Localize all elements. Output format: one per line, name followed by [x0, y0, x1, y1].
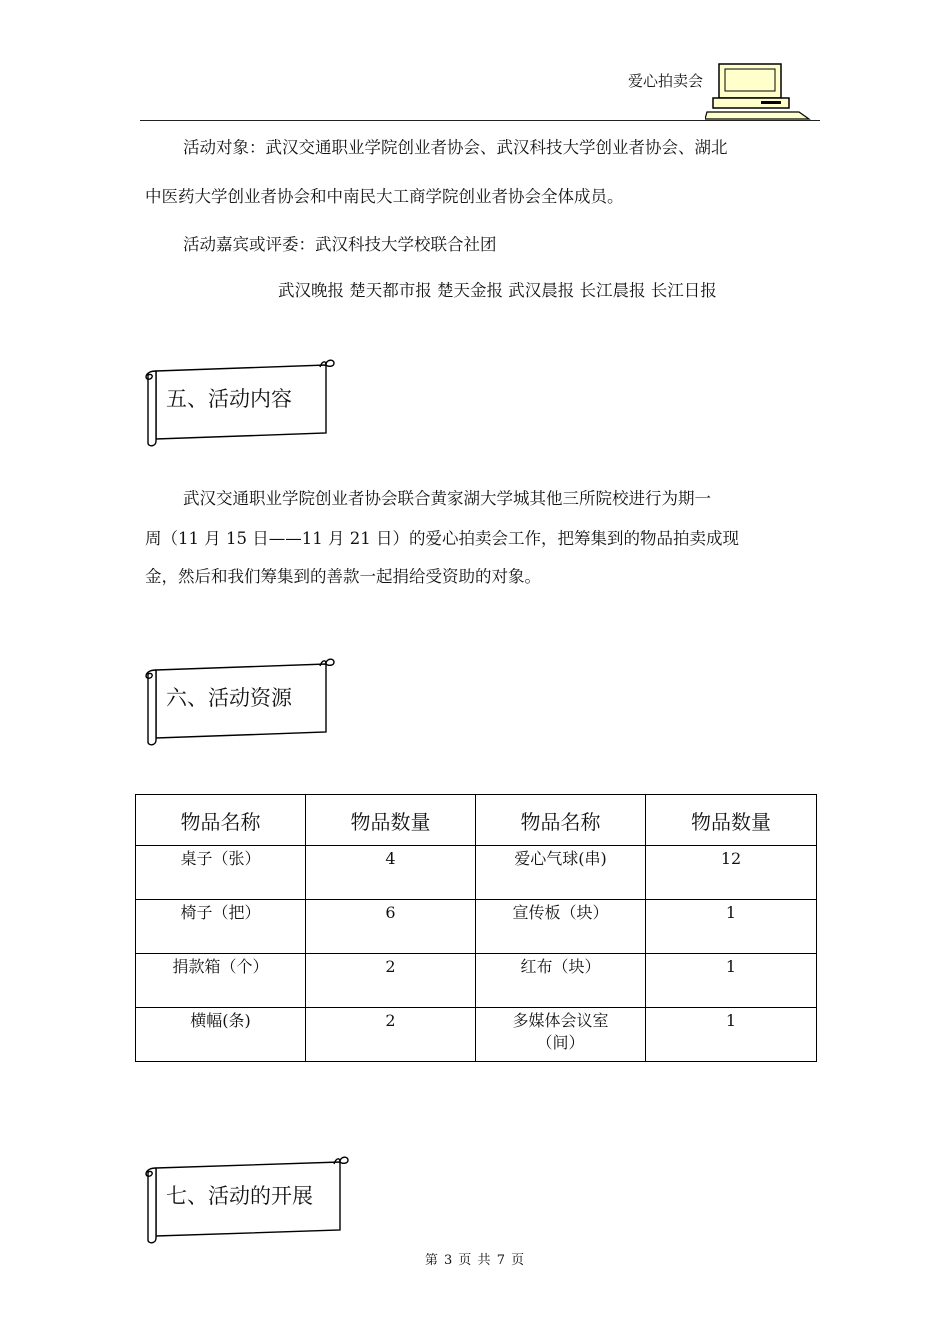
table-cell: 捐款箱（个）: [136, 954, 306, 1008]
resource-table: [135, 794, 817, 1062]
content-line-2: 周（11 月 15 日——11 月 21 日）的爱心拍卖会工作，把筹集到的物品拍卖成现: [145, 529, 739, 548]
targets-line-2: 中医药大学创业者协会和中南民大工商学院创业者协会全体成员。: [145, 187, 624, 206]
header-divider: [140, 120, 820, 121]
table-cell: 爱心气球(串): [476, 846, 646, 900]
computer-icon: [705, 62, 815, 120]
table-cell: 12: [646, 846, 817, 900]
header-item-name: 物品名称: [136, 795, 306, 846]
section-7-heading: 七、活动的开展: [166, 1184, 313, 1208]
table-cell: 1: [646, 900, 817, 954]
section-5-heading: 五、活动内容: [166, 387, 292, 411]
table-cell: 6: [306, 900, 476, 954]
header-item-name-2: 物品名称: [476, 795, 646, 846]
page-number: 第 3 页 共 7 页: [424, 1253, 526, 1268]
table-cell: 红布（块）: [476, 954, 646, 1008]
table-cell: 桌子（张）: [136, 846, 306, 900]
table-cell: 椅子（把）: [136, 900, 306, 954]
table-cell: 多媒体会议室（间）: [476, 1008, 646, 1062]
content-line-3: 金，然后和我们筹集到的善款一起捐给受资助的对象。: [145, 567, 541, 586]
section-7-banner: [140, 1154, 350, 1246]
table-cell: 宣传板（块）: [476, 900, 646, 954]
table-row: [136, 900, 817, 954]
section-6-banner: [140, 656, 336, 748]
table-cell: 2: [306, 1008, 476, 1062]
table-cell: 1: [646, 954, 817, 1008]
media-line: 武汉晚报 楚天都市报 楚天金报 武汉晨报 长江晨报 长江日报: [278, 281, 717, 300]
table-row: [136, 1008, 817, 1062]
guests-line: 活动嘉宾或评委：武汉科技大学校联合社团: [183, 235, 497, 254]
table-row: [136, 954, 817, 1008]
header-title: 爱心拍卖会: [628, 72, 704, 90]
table-cell: 2: [306, 954, 476, 1008]
header-item-qty-2: 物品数量: [646, 795, 817, 846]
table-header-row: [136, 795, 817, 846]
table-cell: 1: [646, 1008, 817, 1062]
content-line-1: 武汉交通职业学院创业者协会联合黄家湖大学城其他三所院校进行为期一: [183, 489, 711, 508]
section-5-banner: [140, 357, 336, 449]
table-cell: 4: [306, 846, 476, 900]
section-6-heading: 六、活动资源: [166, 686, 292, 710]
table-cell: 横幅(条): [136, 1008, 306, 1062]
targets-line-1: 活动对象：武汉交通职业学院创业者协会、武汉科技大学创业者协会、湖北: [183, 138, 728, 157]
header-item-qty: 物品数量: [306, 795, 476, 846]
table-row: [136, 846, 817, 900]
